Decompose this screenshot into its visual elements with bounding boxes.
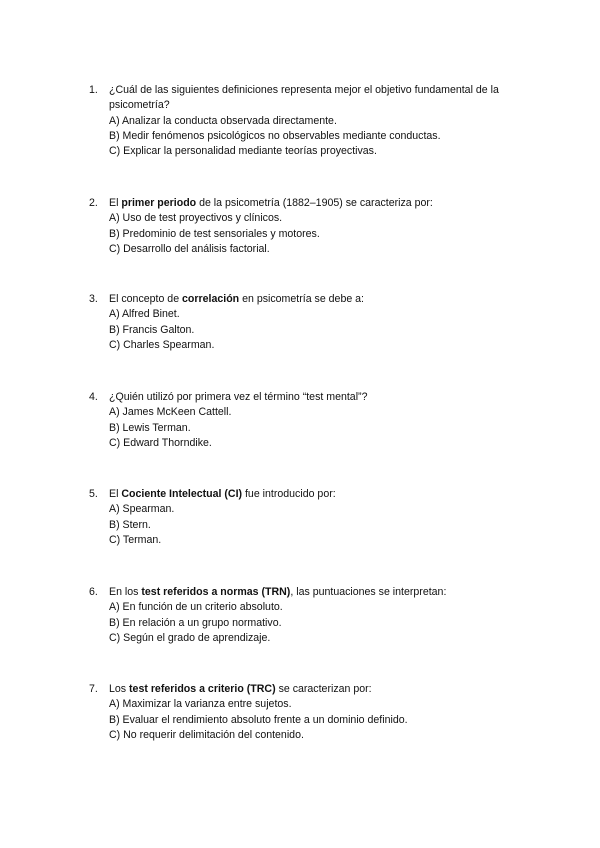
answer-option-a: A) Alfred Binet. xyxy=(109,308,180,321)
question-3 xyxy=(89,292,529,353)
question-number: 2. xyxy=(89,197,98,209)
question-6 xyxy=(89,585,529,646)
stem-text: de la psicometría (1882–1905) se caracteriza por: xyxy=(196,197,433,209)
question-number: 3. xyxy=(89,293,98,305)
answer-option-b: B) Stern. xyxy=(109,518,151,531)
stem-text: En los xyxy=(109,586,142,598)
question-number: 6. xyxy=(89,586,98,598)
question-1 xyxy=(89,83,529,159)
stem-text: se caracterizan por: xyxy=(275,683,372,695)
answer-option-b: B) Predominio de test sensoriales y motores. xyxy=(109,227,320,240)
question-body xyxy=(109,682,529,743)
stem-text: El xyxy=(109,488,122,500)
question-stem xyxy=(109,390,529,405)
answer-option-a: A) Spearman. xyxy=(109,503,175,516)
question-stem xyxy=(109,682,529,697)
answer-option-b: B) Francis Galton. xyxy=(109,323,195,336)
stem-bold-term: Cociente Intelectual (CI) xyxy=(121,488,243,500)
question-5 xyxy=(89,487,529,548)
answer-option-b: B) Medir fenómenos psicológicos no observables mediante conductas. xyxy=(109,129,441,142)
answer-option-c: C) Explicar la personalidad mediante teorías proyectivas. xyxy=(109,145,377,158)
answer-option-c: C) Terman. xyxy=(109,533,162,546)
question-body xyxy=(109,487,529,548)
question-body xyxy=(109,83,529,159)
question-7 xyxy=(89,682,529,743)
question-stem xyxy=(109,292,529,307)
question-4 xyxy=(89,390,529,451)
question-body xyxy=(109,292,529,353)
stem-text: El concepto de xyxy=(109,293,183,305)
answer-option-c: C) No requerir delimitación del contenido. xyxy=(109,728,304,741)
question-number: 1. xyxy=(89,84,98,96)
answer-option-b: B) Lewis Terman. xyxy=(109,421,191,434)
answer-option-a: A) James McKeen Cattell. xyxy=(109,406,232,419)
answer-option-b: B) En relación a un grupo normativo. xyxy=(109,616,282,629)
answer-option-c: C) Charles Spearman. xyxy=(109,338,215,351)
question-2 xyxy=(89,196,529,257)
answer-option-a: A) Maximizar la varianza entre sujetos. xyxy=(109,698,292,711)
question-number: 7. xyxy=(89,683,98,695)
answer-option-c: C) Desarrollo del análisis factorial. xyxy=(109,242,270,255)
question-stem xyxy=(109,83,529,114)
question-stem xyxy=(109,585,529,600)
stem-bold-term: test referidos a criterio (TRC) xyxy=(129,683,276,695)
stem-text: fue introducido por: xyxy=(242,488,336,500)
stem-bold-term: primer periodo xyxy=(121,197,197,209)
answer-option-a: A) En función de un criterio absoluto. xyxy=(109,601,283,614)
stem-text: Los xyxy=(109,683,130,695)
stem-text: El xyxy=(109,197,122,209)
question-number: 4. xyxy=(89,391,98,403)
question-number: 5. xyxy=(89,488,98,500)
question-body xyxy=(109,390,529,451)
stem-bold-term: test referidos a normas (TRN) xyxy=(141,586,291,598)
stem-text: , las puntuaciones se interpretan: xyxy=(290,586,447,598)
stem-text: ¿Quién utilizó por primera vez el término “test mental”? xyxy=(109,391,368,403)
answer-option-a: A) Uso de test proyectivos y clínicos. xyxy=(109,212,283,225)
answer-option-c: C) Según el grado de aprendizaje. xyxy=(109,631,271,644)
question-body xyxy=(109,196,529,257)
answer-option-b: B) Evaluar el rendimiento absoluto frente a un dominio definido. xyxy=(109,713,408,726)
stem-bold-term: correlación xyxy=(182,293,240,305)
stem-text: en psicometría se debe a: xyxy=(239,293,365,305)
question-body xyxy=(109,585,529,646)
answer-option-c: C) Edward Thorndike. xyxy=(109,436,212,449)
answer-option-a: A) Analizar la conducta observada directamente. xyxy=(109,114,337,127)
question-stem xyxy=(109,196,529,211)
stem-text: ¿Cuál de las siguientes definiciones representa mejor el objetivo fundamental de la psicometría? xyxy=(109,84,499,112)
question-stem xyxy=(109,487,529,502)
